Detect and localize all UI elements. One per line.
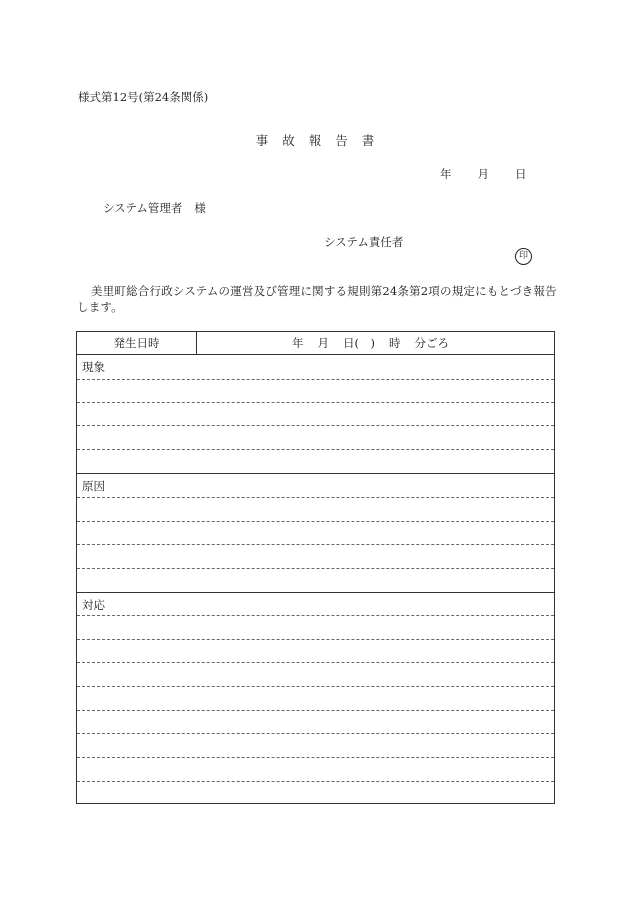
occ-day: 日( ) <box>343 336 375 350</box>
writing-line <box>77 710 554 711</box>
occurrence-row <box>77 332 554 355</box>
writing-line <box>77 639 554 640</box>
writing-line <box>77 544 554 545</box>
phenomenon-section[interactable] <box>77 354 554 473</box>
writing-line <box>77 497 554 498</box>
document-title <box>0 131 630 149</box>
date-line <box>440 166 527 182</box>
date-month: 月 <box>477 167 489 181</box>
phenomenon-label: 現象 <box>82 360 105 374</box>
writing-line <box>77 379 554 380</box>
response-label: 対応 <box>82 598 105 612</box>
writing-line <box>77 757 554 758</box>
cause-section[interactable] <box>77 473 554 592</box>
writing-line <box>77 521 554 522</box>
addressee-honorific: 様 <box>194 201 206 215</box>
writing-line <box>77 425 554 426</box>
title-char: 告 <box>335 133 348 148</box>
cause-label: 原因 <box>82 479 105 493</box>
title-char: 報 <box>308 133 322 148</box>
report-table <box>76 331 555 804</box>
date-year: 年 <box>440 167 452 181</box>
addressee <box>103 200 206 216</box>
occurrence-value[interactable] <box>292 332 463 354</box>
writing-line <box>77 733 554 734</box>
title-char: 書 <box>361 133 375 148</box>
writing-line <box>77 449 554 450</box>
title-char: 故 <box>282 133 295 148</box>
date-day: 日 <box>515 167 527 181</box>
writing-line <box>77 686 554 687</box>
responsible-person-label: システム責任者 <box>324 235 404 249</box>
occ-year: 年 <box>292 336 304 350</box>
report-statement: 美里町総合行政システムの運営及び管理に関する規則第24条第2項の規定にもとづき報告します。 <box>77 284 557 314</box>
occ-hour: 時 <box>388 336 401 350</box>
occ-minute: 分ごろ <box>414 336 449 350</box>
writing-line <box>77 615 554 616</box>
form-number: 様式第12号(第24条関係) <box>78 90 209 104</box>
seal-mark: 印 <box>515 248 532 265</box>
addressee-name: システム管理者 <box>103 201 183 215</box>
writing-line <box>77 662 554 663</box>
writing-line <box>77 568 554 569</box>
occ-month: 月 <box>317 336 329 350</box>
writing-line <box>77 781 554 782</box>
writing-line <box>77 402 554 403</box>
title-char: 事 <box>255 133 269 148</box>
occurrence-label: 発生日時 <box>77 332 197 354</box>
response-section[interactable] <box>77 592 554 803</box>
